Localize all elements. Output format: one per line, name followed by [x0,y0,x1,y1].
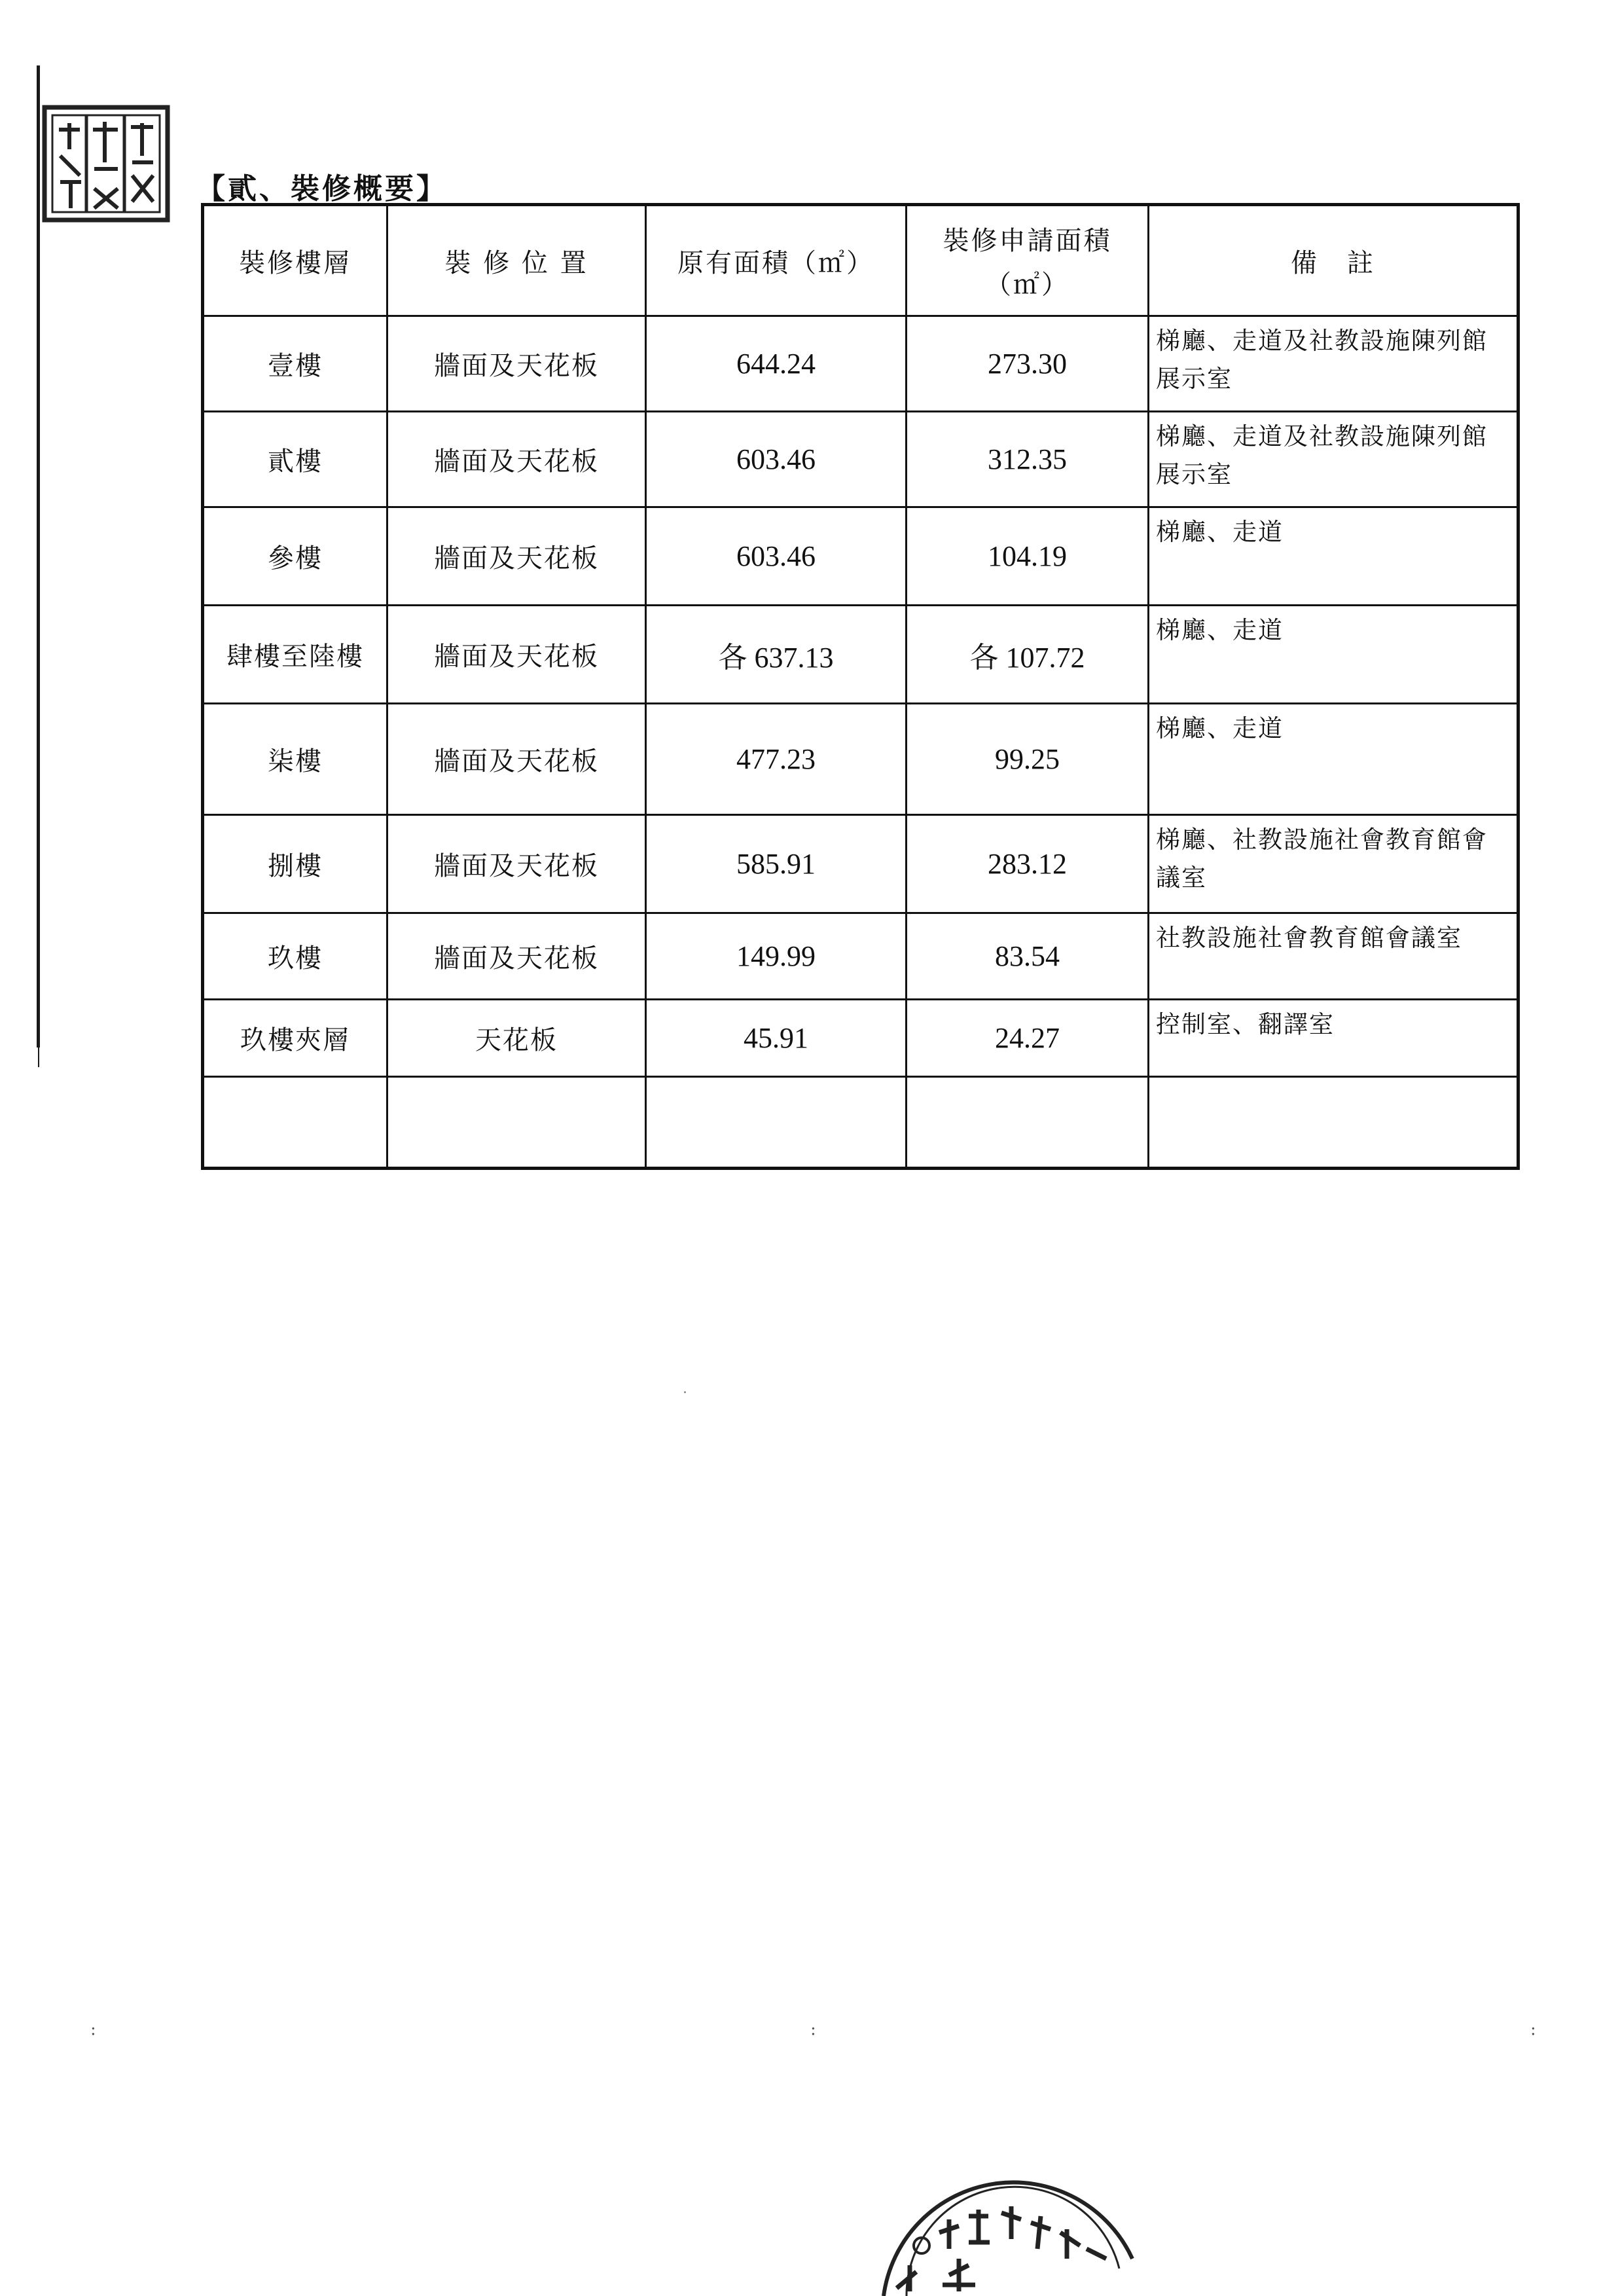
cell-original-area: 各 637.13 [646,606,907,704]
cell-applied-area: 99.25 [907,704,1149,815]
cell-location: 牆面及天花板 [387,815,646,913]
header-location: 裝 修 位 置 [387,205,646,316]
renovation-summary-table [201,203,1520,1170]
cell-applied-area: 273.30 [907,316,1149,412]
cell-location [387,1077,646,1169]
cell-floor: 參樓 [203,507,387,606]
seal-stamp-bottom [871,2160,1145,2296]
table-row [203,316,1519,412]
table-row [203,1077,1519,1169]
cell-applied-area [907,1077,1149,1169]
section-title: 【貳、裝修概要】 [196,172,448,206]
table-row [203,704,1519,815]
cell-floor: 玖樓 [203,913,387,1000]
cell-floor: 貳樓 [203,412,387,507]
left-margin-rule-tail [38,1048,39,1067]
header-remarks: 備 註 [1149,205,1519,316]
scan-dot: : [1530,2020,1536,2039]
cell-remark: 梯廳、走道及社教設施陳列館展示室 [1149,316,1519,412]
cell-original-area [646,1077,907,1169]
cell-remark: 梯廳、社教設施社會教育館會議室 [1149,815,1519,913]
cell-applied-area: 104.19 [907,507,1149,606]
header-applied-area [907,205,1149,316]
cell-original-area: 149.99 [646,913,907,1000]
header-original-area: 原有面積（㎡） [646,205,907,316]
cell-remark: 梯廳、走道 [1149,704,1519,815]
cell-location: 牆面及天花板 [387,913,646,1000]
cell-location: 牆面及天花板 [387,704,646,815]
cell-remark: 梯廳、走道 [1149,606,1519,704]
scan-dot: : [90,2020,96,2039]
cell-floor [203,1077,387,1169]
table-row [203,606,1519,704]
table-row [203,507,1519,606]
table-row [203,1000,1519,1077]
cell-floor: 捌樓 [203,815,387,913]
cell-location: 牆面及天花板 [387,316,646,412]
cell-remark: 社教設施社會教育館會議室 [1149,913,1519,1000]
table-header-row [203,205,1519,316]
cell-applied-area: 各 107.72 [907,606,1149,704]
cell-location: 牆面及天花板 [387,412,646,507]
scan-dot: : [810,2020,816,2039]
seal-stamp-top [41,103,171,225]
scan-speck [684,1391,686,1393]
cell-applied-area: 83.54 [907,913,1149,1000]
left-margin-rule [37,65,40,1048]
cell-location: 天花板 [387,1000,646,1077]
cell-remark [1149,1077,1519,1169]
cell-original-area: 477.23 [646,704,907,815]
cell-original-area: 644.24 [646,316,907,412]
cell-original-area: 585.91 [646,815,907,913]
table-row [203,913,1519,1000]
cell-remark: 控制室、翻譯室 [1149,1000,1519,1077]
cell-original-area: 603.46 [646,412,907,507]
cell-location: 牆面及天花板 [387,507,646,606]
cell-remark: 梯廳、走道 [1149,507,1519,606]
cell-original-area: 45.91 [646,1000,907,1077]
header-floor: 裝修樓層 [203,205,387,316]
cell-applied-area: 283.12 [907,815,1149,913]
cell-floor: 肆樓至陸樓 [203,606,387,704]
cell-applied-area: 24.27 [907,1000,1149,1077]
table-row [203,412,1519,507]
cell-remark: 梯廳、走道及社教設施陳列館展示室 [1149,412,1519,507]
seal-stamp-bottom-graphic [871,2160,1145,2296]
cell-applied-area: 312.35 [907,412,1149,507]
cell-floor: 壹樓 [203,316,387,412]
header-applied-area-label: 裝修申請面積 [943,226,1112,256]
table-row [203,815,1519,913]
seal-stamp-top-graphic [41,103,171,225]
cell-original-area: 603.46 [646,507,907,606]
cell-floor: 柒樓 [203,704,387,815]
cell-location: 牆面及天花板 [387,606,646,704]
cell-floor: 玖樓夾層 [203,1000,387,1077]
header-applied-area-unit: （㎡） [985,270,1070,300]
